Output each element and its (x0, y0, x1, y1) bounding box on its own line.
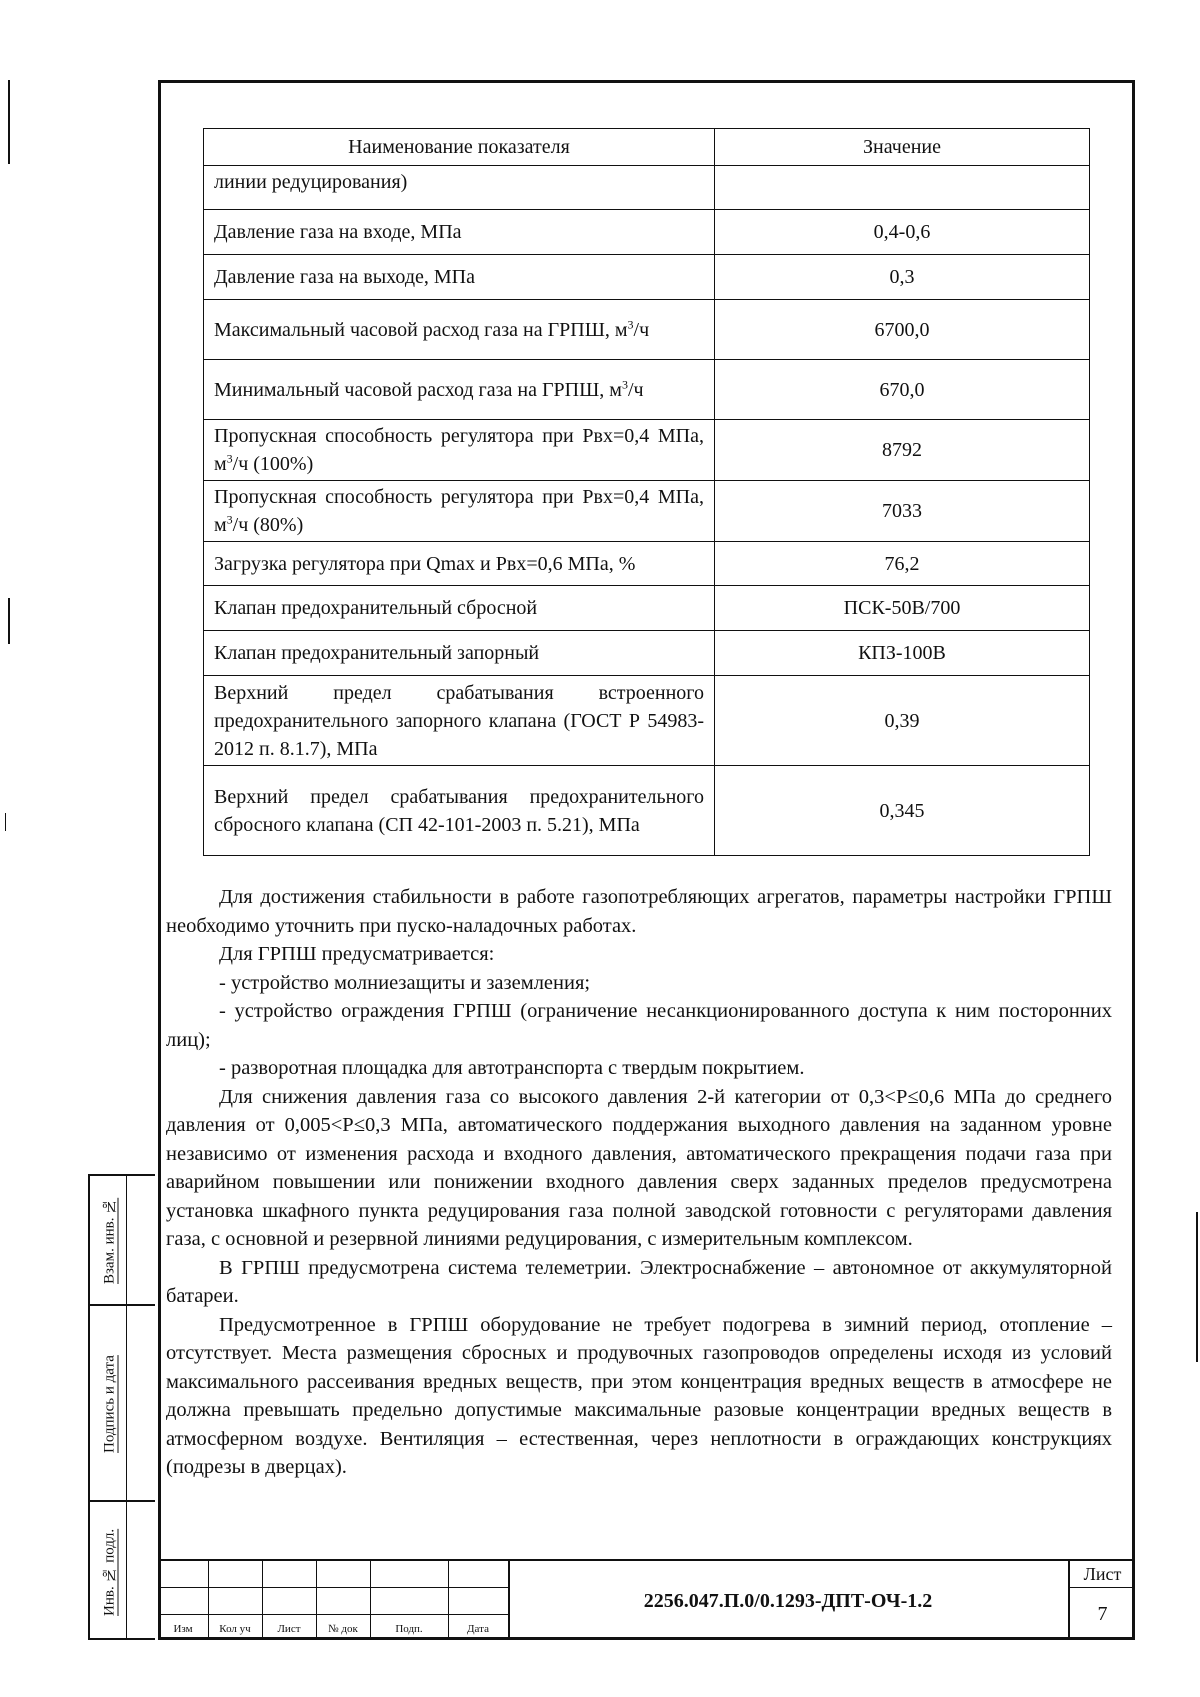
cell-name-main: Максимальный часовой расход газа на ГРПШ, м (214, 318, 628, 341)
side-cell-replacement (90, 1176, 155, 1306)
stamp-col-date: Дата (467, 1623, 489, 1635)
margin-mark-top (8, 80, 10, 164)
cell-name (204, 300, 715, 360)
table-row (204, 255, 1090, 300)
cell-name-tail: /ч (633, 318, 650, 341)
stamp-col-count: Кол уч (219, 1623, 251, 1635)
header-parameter: Наименование показателя (204, 129, 715, 166)
cell-name-main: Пропускная способность регулятора при Рвх=0,4 МПа, м (214, 486, 704, 536)
cell-name: Верхний предел срабатывания предохранительного сбросного клапана (СП 42-101-2003 п. 5.21), МПа (204, 766, 715, 856)
table-row (204, 766, 1090, 856)
table-row (204, 360, 1090, 420)
cell-value (715, 166, 1090, 210)
sheet-label: Лист (1083, 1564, 1122, 1584)
paragraph: Для ГРПШ предусматривается: (219, 943, 495, 965)
stamp-col-signature: Подп. (395, 1623, 423, 1635)
cell-value: 0,3 (715, 255, 1090, 300)
stamp-rule (158, 1587, 508, 1588)
side-cell-signature (90, 1306, 155, 1502)
table-row (204, 166, 1090, 210)
paragraph: Для снижения давления газа со высокого давления 2-й категории от 0,3<Р≤0,6 МПа до среднего давления от 0,005<Р≤0,3 МПа, автоматического поддержания выходного давления на заданном уровне независимо от изменения расхода и входного давления, автоматического прекращения подачи газа при аварийном повышении или понижении входного давления сверх заданных пределов предусмотрена установка шкафного пункта редуцирования газа полной заводской готовности с регуляторами давления газа, с основной и резервной линиями редуцирования, с измерительным комплексом. (166, 1085, 1112, 1250)
margin-mark-right (1196, 1212, 1198, 1362)
sheet-number: 7 (1097, 1603, 1108, 1625)
cell-name (204, 481, 715, 542)
paragraph: В ГРПШ предусмотрена система телеметрии. Электроснабжение – автономное от аккумуляторной батареи. (166, 1256, 1112, 1307)
document-number: 2256.047.П.0/0.1293-ДПТ-ОЧ-1.2 (643, 1590, 933, 1612)
cell-value: КПЗ-100В (715, 631, 1090, 676)
stamp-col-sheet: Лист (277, 1623, 301, 1635)
list-item: - устройство ограждения ГРПШ (ограничение несанкционированного доступа к ним посторонних лиц); (166, 1000, 1112, 1051)
cell-value: 6700,0 (715, 300, 1090, 360)
header-value: Значение (715, 129, 1090, 166)
cell-value: ПСК-50В/700 (715, 586, 1090, 631)
table-row (204, 300, 1090, 360)
cell-value: 0,39 (715, 676, 1090, 766)
cell-name-sup: 3 (226, 451, 233, 466)
side-label-original: Инв. № подл. (101, 1528, 118, 1616)
cell-name-tail: /ч (80%) (232, 514, 304, 536)
cell-name-main: Минимальный часовой расход газа на ГРПШ, м (214, 378, 622, 401)
cell-name: Клапан предохранительный сбросной (204, 586, 715, 631)
cell-name (204, 420, 715, 481)
cell-name-sup: 3 (226, 512, 233, 527)
cell-value: 0,4-0,6 (715, 210, 1090, 255)
cell-name (204, 360, 715, 420)
cell-value: 76,2 (715, 542, 1090, 586)
table-row (204, 586, 1090, 631)
parameters-table (203, 128, 1090, 856)
cell-value: 8792 (715, 420, 1090, 481)
cell-name: Загрузка регулятора при Qmax и Рвх=0,6 МПа, % (204, 542, 715, 586)
cell-name-main: Пропускная способность регулятора при Рвх=0,4 МПа, м (214, 425, 704, 475)
side-column-divider (126, 1176, 127, 1638)
side-cell-original (90, 1502, 155, 1642)
paragraph: Предусмотренное в ГРПШ оборудование не требует подогрева в зимний период, отопление – отсутствует. Места размещения сбросных и продувочных газопроводов определены исходя из условий максимального рассеивания вредных веществ, при этом концентрация вредных веществ в атмосфере не должна превышать предельно допустимые максимальные разовые концентрации вредных веществ в атмосферном воздухе. Вентиляция – естественная, через неплотности в ограждающих конструкциях (подрезы в дверцах). (166, 1313, 1112, 1478)
cell-name-sup: 3 (627, 316, 634, 331)
stamp-rule (1068, 1587, 1135, 1588)
side-stamp-column (88, 1174, 155, 1640)
list-item: - разворотная площадка для автотранспорта с твердым покрытием. (219, 1057, 805, 1079)
table-header-row (204, 129, 1090, 166)
stamp-col-docnum: № док (328, 1623, 358, 1635)
title-block (158, 1559, 1135, 1640)
cell-name: Верхний предел срабатывания встроенного предохранительного запорного клапана (ГОСТ Р 54983-2012 п. 8.1.7), МПа (204, 676, 715, 766)
side-label-replacement: Взам. инв. № (101, 1197, 118, 1285)
table-row (204, 420, 1090, 481)
cell-value: 670,0 (715, 360, 1090, 420)
margin-mark-middle (8, 598, 10, 644)
table-row (204, 542, 1090, 586)
cell-name: линии редуцирования) (204, 166, 715, 210)
cell-name: Клапан предохранительный запорный (204, 631, 715, 676)
paragraph: Для достижения стабильности в работе газопотребляющих агрегатов, параметры настройки ГРПШ необходимо уточнить при пуско-наладочных работах. (166, 886, 1112, 937)
cell-value: 0,345 (715, 766, 1090, 856)
table-row (204, 631, 1090, 676)
stamp-col-change: Изм (173, 1623, 193, 1635)
table-row (204, 676, 1090, 766)
cell-name: Давление газа на выходе, МПа (204, 255, 715, 300)
side-label-signature: Подпись и дата (101, 1355, 118, 1453)
body-text (166, 883, 1112, 1482)
table-row (204, 210, 1090, 255)
list-item: - устройство молниезащиты и заземления; (219, 971, 591, 994)
margin-mark-lower (5, 813, 6, 831)
cell-value: 7033 (715, 481, 1090, 542)
cell-name: Давление газа на входе, МПа (204, 210, 715, 255)
cell-name-tail: /ч (100%) (232, 453, 314, 475)
stamp-rule (158, 1614, 508, 1615)
table-row (204, 481, 1090, 542)
cell-name-sup: 3 (621, 376, 628, 391)
cell-name-tail: /ч (627, 378, 644, 401)
